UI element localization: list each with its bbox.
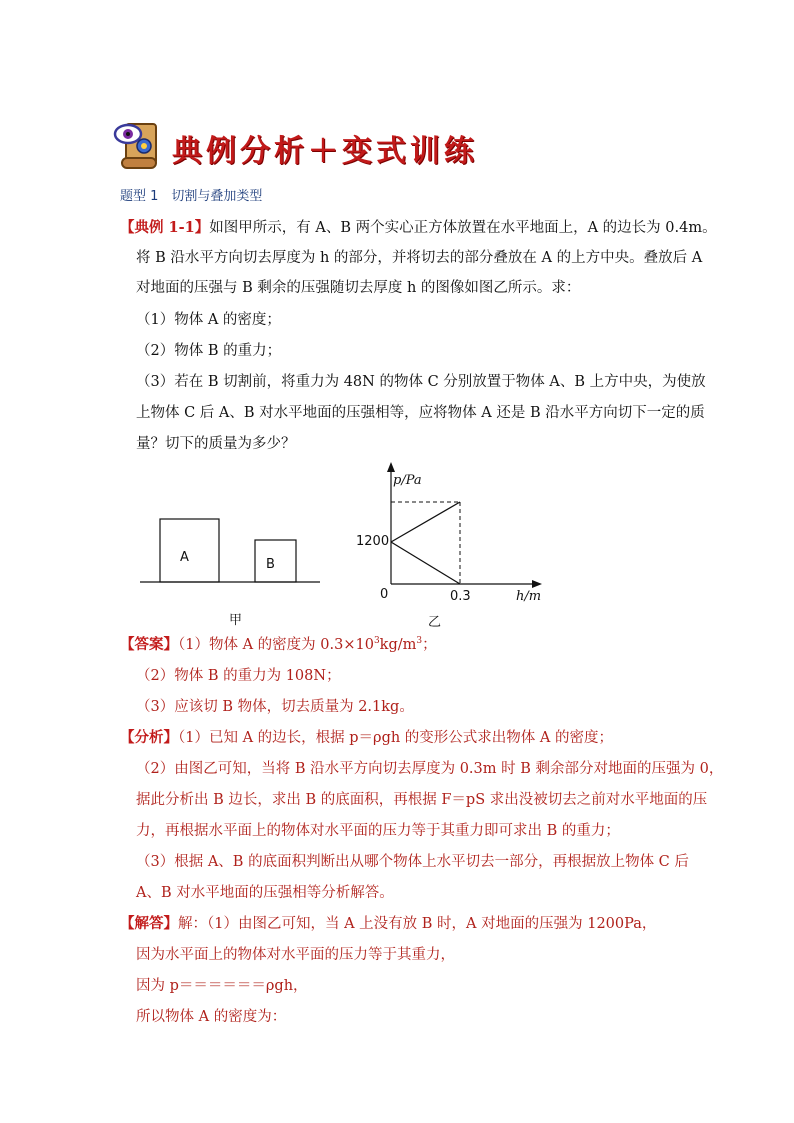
question-3-line-2: 上物体 C 后 A、B 对水平地面的压强相等，应将物体 A 还是 B 沿水平方向切下一定的质 — [136, 405, 705, 421]
x-axis-label: h/m — [516, 589, 542, 604]
section-heading: 题型 1 切割与叠加类型 — [120, 189, 263, 204]
solution-line-4: 所以物体 A 的密度为： — [136, 1009, 287, 1025]
answer-line-3: （3）应该切 B 物体，切去质量为 2.1kg。 — [136, 699, 414, 715]
section-banner — [112, 118, 478, 174]
solution-text-1: 解：（1）由图乙可知，当 A 上没有放 B 时，A 对地面的压强为 1200Pa， — [178, 916, 657, 932]
block-a-label: A — [180, 550, 189, 565]
question-1: （1）物体 A 的密度； — [136, 312, 281, 328]
answer-1-exp-1: 3 — [373, 636, 380, 647]
block-b-label: B — [266, 557, 275, 572]
analysis-line-2: （2）由图乙可知，当将 B 沿水平方向切去厚度为 0.3m 时 B 剩余部分对地面的压强为 0， — [136, 761, 724, 777]
figure-yi — [340, 460, 550, 595]
block-b — [255, 540, 296, 582]
figure-yi-caption: 乙 — [428, 615, 442, 630]
solution-tag: 【解答】 — [120, 915, 178, 932]
solution-line-3: 因为 p＝＝＝＝＝＝ρgh， — [136, 978, 308, 994]
solution-line-2: 因为水平面上的物体对水平面的压力等于其重力， — [136, 947, 455, 963]
banner-title: 典例分析＋变式训练 — [172, 134, 478, 169]
answer-1-text: （1）物体 A 的密度为 0.3×10 — [178, 637, 374, 653]
line-a-pressure — [391, 502, 460, 542]
analysis-line-1 — [120, 728, 613, 748]
answer-1-exp-2: 3 — [416, 636, 423, 647]
answer-tag: 【答案】 — [120, 636, 178, 653]
y-tick-1200: 1200 — [356, 534, 390, 549]
origin-label: 0 — [380, 587, 389, 602]
analysis-line-5: （3）根据 A、B 的底面积判断出从哪个物体上水平切去一部分，再根据放上物体 C 后 — [136, 854, 689, 870]
analysis-line-4: 力，再根据水平面上的物体对水平面的压力等于其重力即可求出 B 的重力； — [136, 823, 620, 839]
question-3-line-3: 量？切下的质量为多少？ — [136, 436, 296, 452]
scroll-eye-icon — [112, 118, 164, 174]
x-axis-arrow — [532, 580, 542, 588]
question-2: （2）物体 B 的重力； — [136, 343, 282, 359]
answer-line-1 — [120, 635, 437, 655]
analysis-line-3: 据此分析出 B 边长，求出 B 的底面积，再根据 F＝pS 求出没被切去之前对水平地面的压 — [136, 792, 708, 808]
y-axis-arrow — [387, 462, 395, 472]
problem-line-2: 将 B 沿水平方向切去厚度为 h 的部分，并将切去的部分叠放在 A 的上方中央。叠放后 A — [136, 250, 703, 266]
problem-line-3: 对地面的压强与 B 剩余的压强随切去厚度 h 的图像如图乙所示。求： — [136, 280, 581, 296]
figure-jia — [130, 510, 330, 590]
x-tick-0-3: 0.3 — [450, 589, 471, 604]
solution-line-1 — [120, 914, 656, 934]
answer-line-2: （2）物体 B 的重力为 108N； — [136, 668, 341, 684]
analysis-line-6: A、B 对水平地面的压强相等分析解答。 — [136, 885, 394, 901]
analysis-text-1: （1）已知 A 的边长，根据 p＝ρgh 的变形公式求出物体 A 的密度； — [178, 730, 613, 746]
block-a — [160, 519, 219, 582]
answer-1-end: ； — [422, 637, 437, 653]
problem-tag: 【典例 1-1】 — [120, 219, 210, 236]
answer-1-unit: kg/m — [379, 637, 417, 653]
problem-line-1 — [120, 218, 717, 238]
problem-text-1: 如图甲所示，有 A、B 两个实心正方体放置在水平地面上，A 的边长为 0.4m。 — [209, 220, 717, 236]
line-b-pressure — [391, 542, 460, 584]
y-axis-label: p/Pa — [393, 473, 422, 488]
question-3-line-1: （3）若在 B 切割前，将重力为 48N 的物体 C 分别放置于物体 A、B 上方中央，为使放 — [136, 374, 706, 390]
figure-jia-caption: 甲 — [229, 613, 243, 628]
analysis-tag: 【分析】 — [120, 729, 178, 746]
